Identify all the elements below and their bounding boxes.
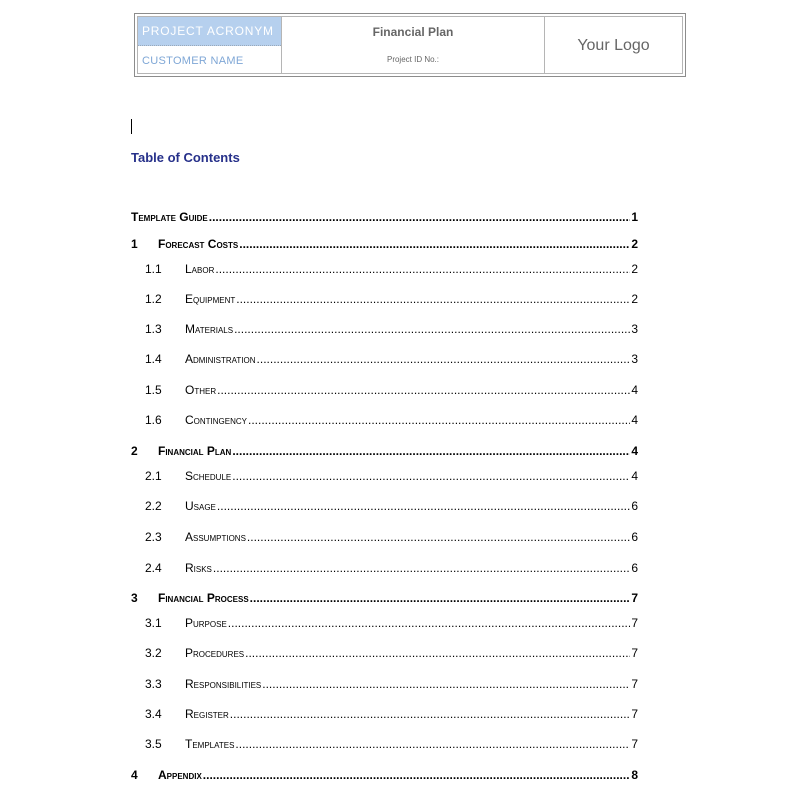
toc-entry[interactable] [131, 768, 638, 782]
toc-entry-title: Purpose [185, 616, 227, 630]
toc-entry-title: Responsibilities [185, 677, 262, 691]
toc-entry-page: 8 [631, 768, 638, 782]
toc-entry-number: 2.1 [145, 469, 162, 483]
toc-entry[interactable] [131, 646, 638, 660]
toc-entry[interactable] [131, 591, 638, 605]
toc-entry[interactable] [131, 469, 638, 483]
toc-entry-number: 3.4 [145, 707, 162, 721]
toc-leader [262, 677, 630, 691]
toc-entry-title: Template Guide [131, 210, 208, 224]
toc-entry-number: 2.2 [145, 499, 162, 513]
toc-entry-number: 2.3 [145, 530, 162, 544]
toc-entry-page: 3 [631, 352, 638, 366]
toc-entry[interactable] [131, 616, 638, 630]
toc-entry-page: 6 [631, 499, 638, 513]
logo-placeholder: Your Logo [577, 37, 650, 54]
toc-entry[interactable] [131, 413, 638, 427]
toc-leader [239, 237, 630, 251]
toc-entry-number: 1.1 [145, 262, 162, 276]
toc-entry-number: 1.2 [145, 292, 162, 306]
toc-entry-number: 1.4 [145, 352, 162, 366]
toc-leader [250, 591, 631, 605]
toc-entry-number: 3.1 [145, 616, 162, 630]
customer-name-field[interactable]: CUSTOMER NAME [142, 55, 244, 67]
toc-entry[interactable] [131, 677, 638, 691]
toc-entry-page: 4 [631, 469, 638, 483]
document-title: Financial Plan [372, 25, 454, 39]
toc-entry[interactable] [131, 292, 638, 306]
toc-leader [245, 646, 630, 660]
toc-leader [230, 707, 631, 721]
toc-leader [247, 530, 630, 544]
toc-leader [217, 383, 630, 397]
toc-entry-title: Equipment [185, 292, 236, 306]
toc-entry-page: 2 [631, 262, 638, 276]
toc-entry-number: 2 [131, 444, 138, 458]
toc-entry-number: 4 [131, 768, 138, 782]
toc-entry-number: 3.5 [145, 737, 162, 751]
toc-leader [248, 413, 630, 427]
toc-entry-number: 2.4 [145, 561, 162, 575]
toc-entry-number: 1.6 [145, 413, 162, 427]
header-logo-cell [545, 17, 682, 73]
header-middle-cell [282, 17, 545, 73]
toc-entry-page: 7 [631, 707, 638, 721]
toc-entry[interactable] [131, 530, 638, 544]
toc-leader [228, 616, 631, 630]
toc-entry-page: 3 [631, 322, 638, 336]
toc-leader [215, 262, 630, 276]
toc-entry[interactable] [131, 561, 638, 575]
toc-entry-page: 4 [631, 413, 638, 427]
document-header [134, 13, 686, 77]
toc-entry-number: 1.5 [145, 383, 162, 397]
project-acronym-field[interactable]: PROJECT ACRONYM [138, 17, 281, 46]
toc-entry-page: 2 [631, 237, 638, 251]
project-id-label: Project ID No.: [386, 55, 439, 64]
toc-entry-title: Appendix [158, 768, 202, 782]
toc-leader [232, 469, 630, 483]
toc-entry-title: Procedures [185, 646, 245, 660]
toc-entry[interactable] [131, 737, 638, 751]
toc-entry-title: Contingency [185, 413, 248, 427]
toc-entry[interactable] [131, 262, 638, 276]
toc-entry-page: 7 [631, 677, 638, 691]
toc-entry-page: 6 [631, 561, 638, 575]
toc-entry[interactable] [131, 322, 638, 336]
toc-entry[interactable] [131, 237, 638, 251]
toc-entry-page: 7 [631, 737, 638, 751]
toc-leader [257, 352, 631, 366]
toc-entry[interactable] [131, 444, 638, 458]
toc-entry[interactable] [131, 352, 638, 366]
toc-entry-title: Usage [185, 499, 216, 513]
toc-entry-page: 7 [631, 646, 638, 660]
header-table [137, 16, 683, 74]
toc-entry-number: 3.2 [145, 646, 162, 660]
toc-entry-title: Schedule [185, 469, 232, 483]
toc-leader [217, 499, 630, 513]
toc-entry-title: Assumptions [185, 530, 246, 544]
toc-entry-number: 1.3 [145, 322, 162, 336]
toc-entry-title: Financial Plan [158, 444, 232, 458]
toc-entry[interactable] [131, 210, 638, 224]
text-cursor [131, 119, 132, 134]
toc-entry-page: 2 [631, 292, 638, 306]
toc-leader [213, 561, 630, 575]
toc-entry-number: 1 [131, 237, 138, 251]
toc-leader [236, 292, 630, 306]
toc-entry-title: Financial Process [158, 591, 249, 605]
toc-entry-title: Risks [185, 561, 212, 575]
toc-entry-page: 7 [631, 591, 638, 605]
toc-entry[interactable] [131, 499, 638, 513]
toc-entry-title: Other [185, 383, 217, 397]
toc-leader [235, 737, 630, 751]
toc-entry-page: 1 [631, 210, 638, 224]
toc-entry[interactable] [131, 383, 638, 397]
toc-leader [209, 210, 631, 224]
toc-entry-title: Materials [185, 322, 234, 336]
toc-entry-page: 4 [631, 383, 638, 397]
toc-entry-number: 3.3 [145, 677, 162, 691]
toc-entry-page: 7 [631, 616, 638, 630]
toc-entry-page: 6 [631, 530, 638, 544]
header-left-cell [138, 17, 282, 73]
toc-entry-page: 4 [631, 444, 638, 458]
toc-entry-title: Register [185, 707, 229, 721]
toc-leader [234, 322, 630, 336]
toc-heading: Table of Contents [131, 150, 240, 165]
toc-entry-title: Administration [185, 352, 256, 366]
toc-entry-title: Labor [185, 262, 215, 276]
toc-entry-title: Forecast Costs [158, 237, 239, 251]
toc-leader [203, 768, 631, 782]
toc-entry-title: Templates [185, 737, 235, 751]
toc-leader [232, 444, 630, 458]
toc-entry-number: 3 [131, 591, 138, 605]
toc-entry[interactable] [131, 707, 638, 721]
